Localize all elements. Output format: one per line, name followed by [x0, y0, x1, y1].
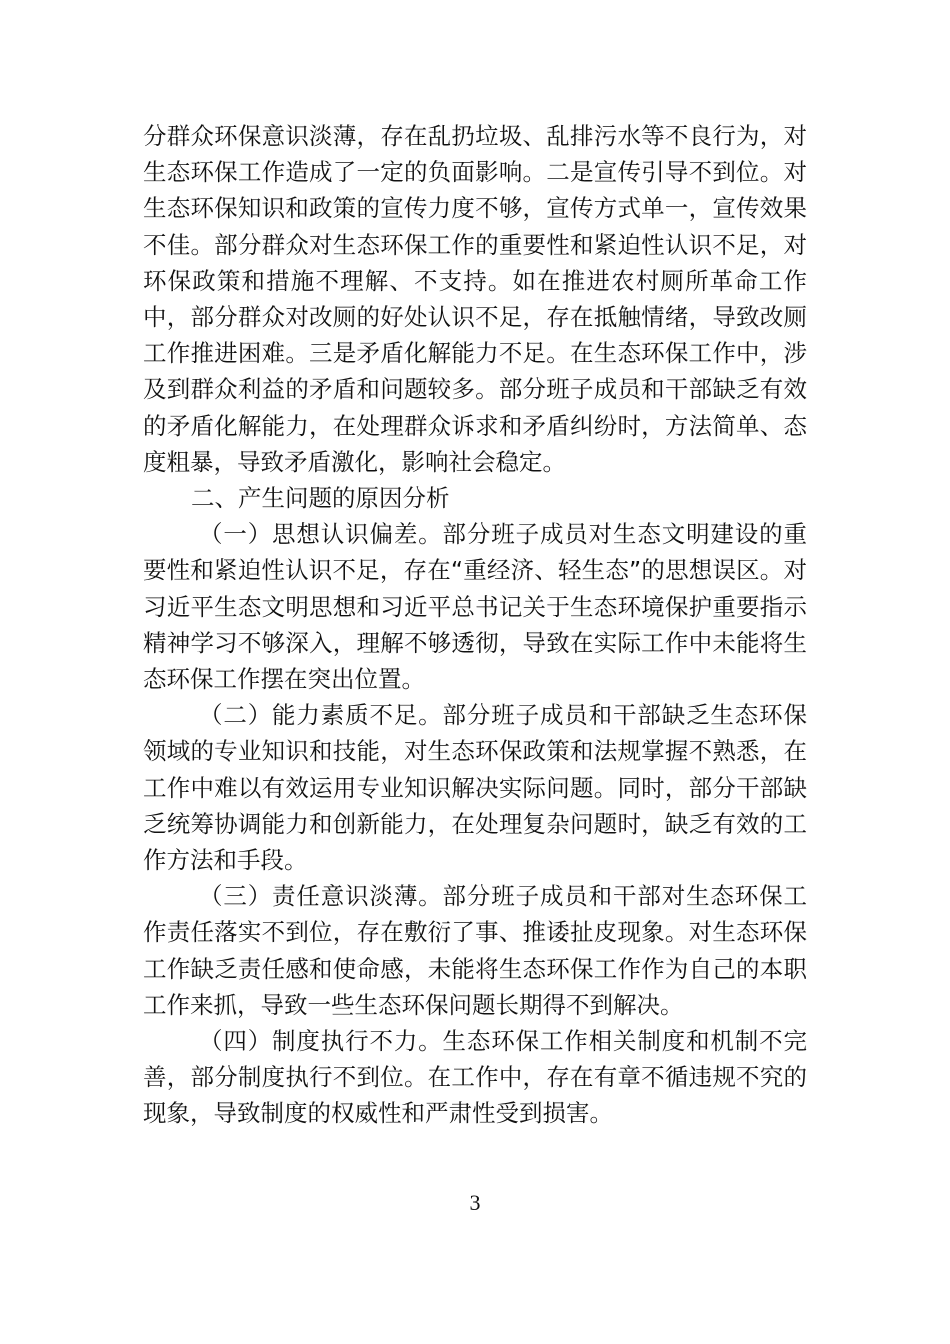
document-body [143, 118, 807, 1132]
paragraph-item-4: （四）制度执行不力。生态环保工作相关制度和机制不完善，部分制度执行不到位。在工作中，存在有章不循违规不究的现象，导致制度的权威性和严肃性受到损害。 [143, 1027, 807, 1128]
page-number: 3 [469, 1190, 481, 1215]
paragraph-item-3: （三）责任意识淡薄。部分班子成员和干部对生态环保工作责任落实不到位，存在敷衍了事、推诿扯皮现象。对生态环保工作缺乏责任感和使命感，未能将生态环保工作作为自己的本职工作来抓，导致一些生态环保问题长期得不到解决。 [143, 882, 807, 1019]
section-heading: 二、产生问题的原因分析 [191, 484, 450, 513]
paragraph-item-2: （二）能力素质不足。部分班子成员和干部缺乏生态环保领域的专业知识和技能，对生态环保政策和法规掌握不熟悉，在工作中难以有效运用专业知识解决实际问题。同时，部分干部缺乏统筹协调能力和创新能力，在处理复杂问题时，缺乏有效的工作方法和手段。 [143, 701, 807, 875]
paragraph-item-1: （一）思想认识偏差。部分班子成员对生态文明建设的重要性和紧迫性认识不足，存在“重经济、轻生态”的思想误区。对习近平生态文明思想和习近平总书记关于生态环境保护重要指示精神学习不够深入，理解不够透彻，导致在实际工作中未能将生态环保工作摆在突出位置。 [143, 520, 807, 694]
paragraph-continuation: 分群众环保意识淡薄，存在乱扔垃圾、乱排污水等不良行为，对生态环保工作造成了一定的负面影响。二是宣传引导不到位。对生态环保知识和政策的宣传力度不够，宣传方式单一，宣传效果不佳。部分群众对生态环保工作的重要性和紧迫性认识不足，对环保政策和措施不理解、不支持。如在推进农村厕所革命工作中，部分群众对改厕的好处认识不足，存在抵触情绪，导致改厕工作推进困难。三是矛盾化解能力不足。在生态环保工作中，涉及到群众利益的矛盾和问题较多。部分班子成员和干部缺乏有效的矛盾化解能力，在处理群众诉求和矛盾纠纷时，方法简单、态度粗暴，导致矛盾激化，影响社会稳定。 [143, 122, 807, 476]
